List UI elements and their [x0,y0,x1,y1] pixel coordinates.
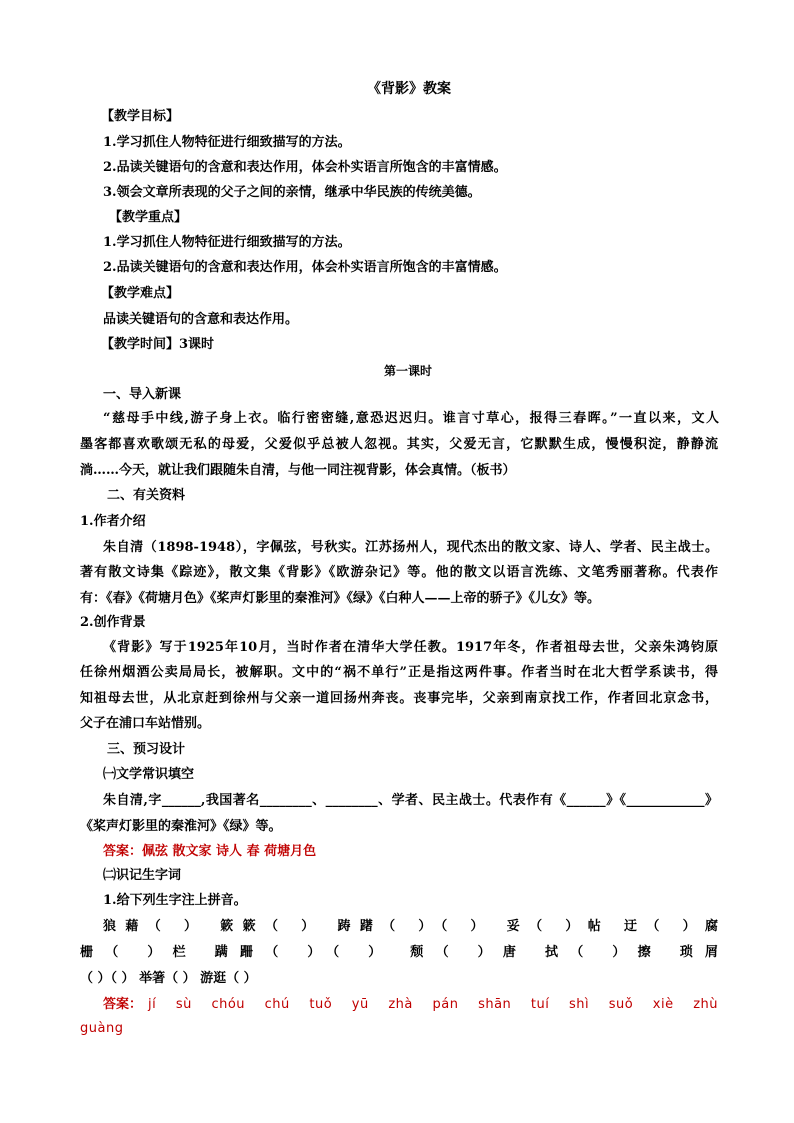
background-line: 知祖母去世，从北京赶到徐州与父亲一道回扬州奔丧。丧事完毕，父亲到南京找工作，作者回北京念书， [80,691,718,706]
answer-text: 答案：佩弦 散文家 诗人 春 荷塘月色 [103,844,317,859]
background-line: 任徐州烟酒公卖局局长，被解职。文中的“祸不单行”正是指这两件事。作者当时在北大哲学系读书，得 [80,665,718,680]
section-heading: 二、有关资料 [107,488,186,503]
background-line: 父子在浦口车站惜别。 [80,716,211,731]
fill-blank-line: 朱自清,字______,我国著名________、________、学者、民主战士。代表作有《______》《____________》 [103,793,718,808]
fill-blank-line: 《桨声灯影里的秦淮河》《绿》等。 [80,819,282,834]
objective-item: 2.品读关键语句的含意和表达作用，体会朴实语言所饱含的丰富情感。 [103,160,507,175]
key-point-item: 1.学习抓住人物特征进行细致描写的方法。 [103,235,351,250]
section-heading: 一、导入新课 [103,387,182,402]
difficulty-text: 品读关键语句的含意和表达作用。 [103,312,299,327]
objectives-heading: 【教学目标】 [101,109,180,124]
difficulty-heading: 【教学难点】 [101,286,180,301]
instruction-text: 1.给下列生字注上拼音。 [103,893,247,908]
answer-pinyin: jí sù chóu chú tuǒ yū zhà pán shān tuí shì suǒ xiè zhù [148,997,718,1012]
section-heading: 三、预习设计 [107,742,186,757]
author-heading: 1.作者介绍 [80,514,146,529]
objective-item: 3.领会文章所表现的父子之间的亲情，继承中华民族的传统美德。 [103,185,481,200]
author-line: 有：《春》《荷塘月色》《桨声灯影里的秦淮河》《绿》《白种人——上帝的骄子》《儿女》等。 [80,591,601,606]
key-points-heading: 【教学重点】 [109,210,188,225]
intro-line: 淌……今天，就让我们跟随朱自清，与他一同注视背影，体会真情。（板书） [80,463,516,478]
teaching-time: 【教学时间】3课时 [101,337,215,352]
background-line: 《背影》写于1925年10月，当时作者在清华大学任教。1917年冬，作者祖母去世，父亲朱鸿钧原 [103,640,718,655]
key-point-item: 2.品读关键语句的含意和表达作用，体会朴实语言所饱含的丰富情感。 [103,260,507,275]
answer-label: 答案： [103,997,143,1012]
author-line: 著有散文诗集《踪迹》，散文集《背影》《欧游杂记》等。他的散文以语言洗练、文笔秀丽著称。代表作 [80,565,718,580]
lesson-heading: 第一课时 [384,364,433,378]
answer-pinyin-tail: guàng [80,1021,124,1036]
author-line: 朱自清（1898-1948），字佩弦，号秋实。江苏扬州人，现代杰出的散文家、诗人、学者、民主战士。 [103,540,718,555]
character-line: （ ）（ ） 举箸（ ） 游逛（ ） [80,971,257,986]
subsection-heading: ㈡识记生字词 [103,868,182,883]
intro-line: 墨客都喜欢歌颂无私的母爱，父爱似乎总被人忽视。其实，父爱无言，它默默生成，慢慢积淀，静静流 [80,437,718,452]
character-line: 栅（ ）栏 蹒跚（ ）（ ） 颓（ ）唐 拭（ ）擦 琐屑 [80,945,718,960]
page-title: 《背影》教案 [367,81,451,97]
background-heading: 2.创作背景 [80,615,146,630]
objective-item: 1.学习抓住人物特征进行细致描写的方法。 [103,135,351,150]
character-line: 狼藉（ ） 簌簌（ ） 踌躇（ ）（ ） 妥（ ）帖 迂（ ）腐 [103,919,718,934]
subsection-heading: ㈠文学常识填空 [103,767,195,782]
intro-line: “慈母手中线,游子身上衣。临行密密缝,意恐迟迟归。谁言寸草心，报得三春晖。”一直以来，文人 [103,411,719,426]
